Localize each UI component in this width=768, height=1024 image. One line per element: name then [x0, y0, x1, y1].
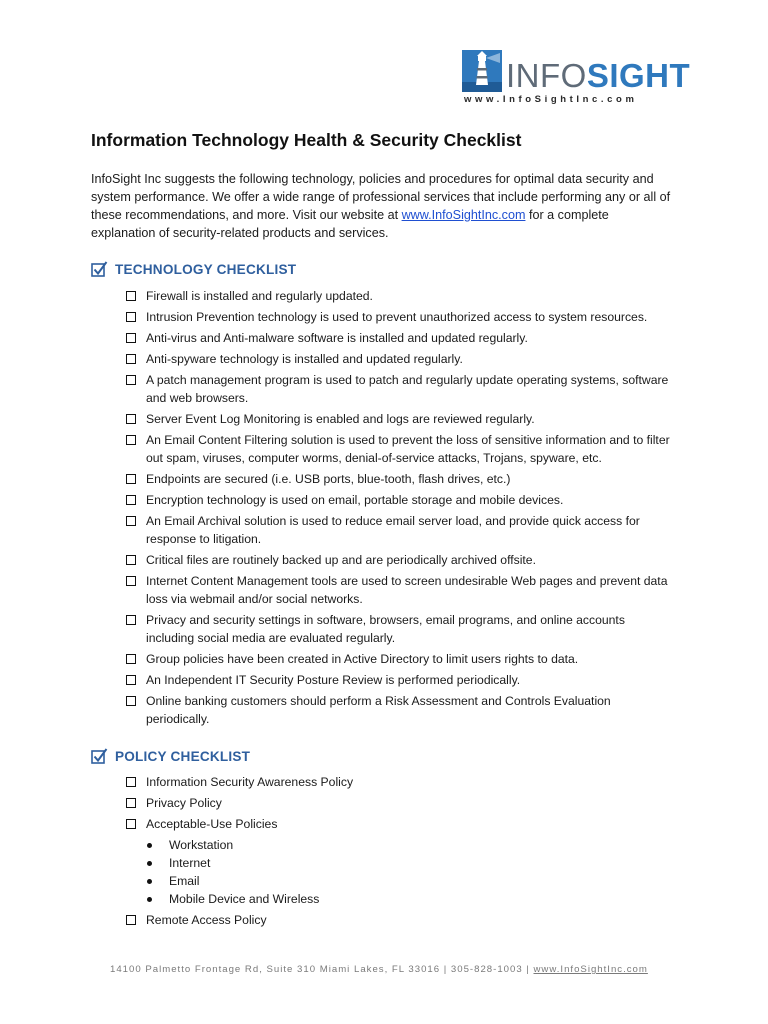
technology-heading-text: TECHNOLOGY CHECKLIST: [115, 262, 297, 277]
checkbox-icon[interactable]: [126, 696, 136, 706]
checklist-item-text: Firewall is installed and regularly updated.: [146, 289, 373, 303]
checklist-item-text: Server Event Log Monitoring is enabled and logs are reviewed regularly.: [146, 412, 535, 426]
checklist-item-text: Privacy and security settings in software, browsers, email programs, and online accounts including social media are evaluated regularly.: [146, 613, 625, 645]
checklist-item: [125, 611, 670, 647]
checkbox-icon[interactable]: [126, 414, 136, 424]
bullet-item-text: Workstation: [169, 838, 234, 852]
checkbox-icon[interactable]: [126, 654, 136, 664]
checklist-item-text: Group policies have been created in Active Directory to limit users rights to data.: [146, 652, 579, 666]
checklist-item: [125, 815, 670, 833]
acceptable-use-sublist: [125, 836, 670, 908]
bullet-icon: [147, 861, 152, 866]
checkbox-icon[interactable]: [126, 375, 136, 385]
bullet-item: [125, 872, 670, 890]
technology-section-heading: [91, 261, 296, 278]
checkbox-icon[interactable]: [126, 354, 136, 364]
checkbox-icon[interactable]: [126, 495, 136, 505]
checklist-item: [125, 491, 670, 509]
checklist-item: [125, 572, 670, 608]
checklist-item-text: Remote Access Policy: [146, 913, 267, 927]
bullet-item: [125, 854, 670, 872]
technology-checklist: [125, 287, 670, 731]
checklist-item: [125, 911, 670, 929]
footer-address: 14100 Palmetto Frontage Rd, Suite 310 Miami Lakes, FL 33016 | 305-828-1003 |: [110, 964, 534, 975]
checklist-item: [125, 350, 670, 368]
checklist-item-text: Anti-virus and Anti-malware software is installed and updated regularly.: [146, 331, 528, 345]
checklist-item-text: Intrusion Prevention technology is used to prevent unauthorized access to system resources.: [146, 310, 648, 324]
checklist-item-text: An Email Content Filtering solution is used to prevent the loss of sensitive information and to filter out spam, viruses, computer worms, denial-of-service attacks, Trojans, spyware, etc.: [146, 433, 670, 465]
checklist-item: [125, 773, 670, 791]
checklist-item-text: Internet Content Management tools are used to screen undesirable Web pages and prevent data loss via webmail and/or social networks.: [146, 574, 668, 606]
checkbox-icon[interactable]: [126, 576, 136, 586]
checklist-item: [125, 470, 670, 488]
checkbox-icon[interactable]: [126, 333, 136, 343]
checkbox-icon[interactable]: [126, 798, 136, 808]
checkbox-icon[interactable]: [126, 819, 136, 829]
website-link[interactable]: www.InfoSightInc.com: [401, 208, 526, 222]
bullet-item-text: Email: [169, 874, 200, 888]
checked-box-icon: [91, 748, 108, 765]
lighthouse-icon: [462, 50, 502, 92]
checklist-item-text: Information Security Awareness Policy: [146, 775, 354, 789]
company-logo: [462, 48, 691, 108]
checklist-item: [125, 650, 670, 668]
checklist-item-text: Anti-spyware technology is installed and updated regularly.: [146, 352, 463, 366]
checklist-item-text: An Independent IT Security Posture Review is performed periodically.: [146, 673, 521, 687]
policy-checklist: [125, 773, 670, 932]
checklist-item: [125, 512, 670, 548]
checkbox-icon[interactable]: [126, 555, 136, 565]
checklist-item: [125, 308, 670, 326]
checklist-item: [125, 371, 670, 407]
checklist-item: [125, 692, 670, 728]
checklist-item-text: Privacy Policy: [146, 796, 222, 810]
checkbox-icon[interactable]: [126, 435, 136, 445]
checkbox-icon[interactable]: [126, 312, 136, 322]
checklist-item: [125, 794, 670, 812]
logo-wordmark: INFOSIGHT: [506, 57, 691, 94]
bullet-item-text: Mobile Device and Wireless: [169, 892, 320, 906]
checklist-item: [125, 287, 670, 305]
intro-paragraph: [91, 170, 676, 242]
checklist-item: [125, 671, 670, 689]
bullet-icon: [147, 879, 152, 884]
bullet-icon: [147, 897, 152, 902]
logo-url: www.InfoSightInc.com: [464, 94, 638, 105]
checklist-item-text: Critical files are routinely backed up and are periodically archived offsite.: [146, 553, 536, 567]
checkbox-icon[interactable]: [126, 915, 136, 925]
checklist-item: [125, 431, 670, 467]
page-footer: [110, 964, 648, 975]
checked-box-icon: [91, 261, 108, 278]
checklist-item-text: Encryption technology is used on email, portable storage and mobile devices.: [146, 493, 564, 507]
policy-section-heading: [91, 748, 250, 765]
policy-heading-text: POLICY CHECKLIST: [115, 749, 251, 764]
checkbox-icon[interactable]: [126, 777, 136, 787]
bullet-item-text: Internet: [169, 856, 211, 870]
checklist-item-text: A patch management program is used to patch and regularly update operating systems, software and web browsers.: [146, 373, 669, 405]
bullet-item: [125, 890, 670, 908]
checklist-item: [125, 551, 670, 569]
intro-text: InfoSight Inc suggests the following technology, policies and procedures for optimal data security and system performance. We offer a wide range of professional services that include performing any or all of these recommendations, and more. Visit our website at: [91, 172, 671, 222]
checklist-item-text: Endpoints are secured (i.e. USB ports, blue-tooth, flash drives, etc.): [146, 472, 511, 486]
intro-text-end: for a complete explanation of security-related products and services.: [91, 208, 609, 240]
bullet-icon: [147, 843, 152, 848]
checklist-item-text: An Email Archival solution is used to reduce email server load, and provide quick access for response to litigation.: [146, 514, 640, 546]
checkbox-icon[interactable]: [126, 615, 136, 625]
checkbox-icon[interactable]: [126, 675, 136, 685]
checkbox-icon[interactable]: [126, 516, 136, 526]
checkbox-icon[interactable]: [126, 474, 136, 484]
checklist-item-text: Acceptable-Use Policies: [146, 817, 278, 831]
page-title: Information Technology Health & Security Checklist: [91, 130, 522, 150]
checklist-item: [125, 410, 670, 428]
footer-website-link[interactable]: www.InfoSightInc.com: [533, 964, 648, 975]
checklist-item: [125, 329, 670, 347]
checklist-item-text: Online banking customers should perform a Risk Assessment and Controls Evaluation periodically.: [146, 694, 611, 726]
bullet-item: [125, 836, 670, 854]
checkbox-icon[interactable]: [126, 291, 136, 301]
